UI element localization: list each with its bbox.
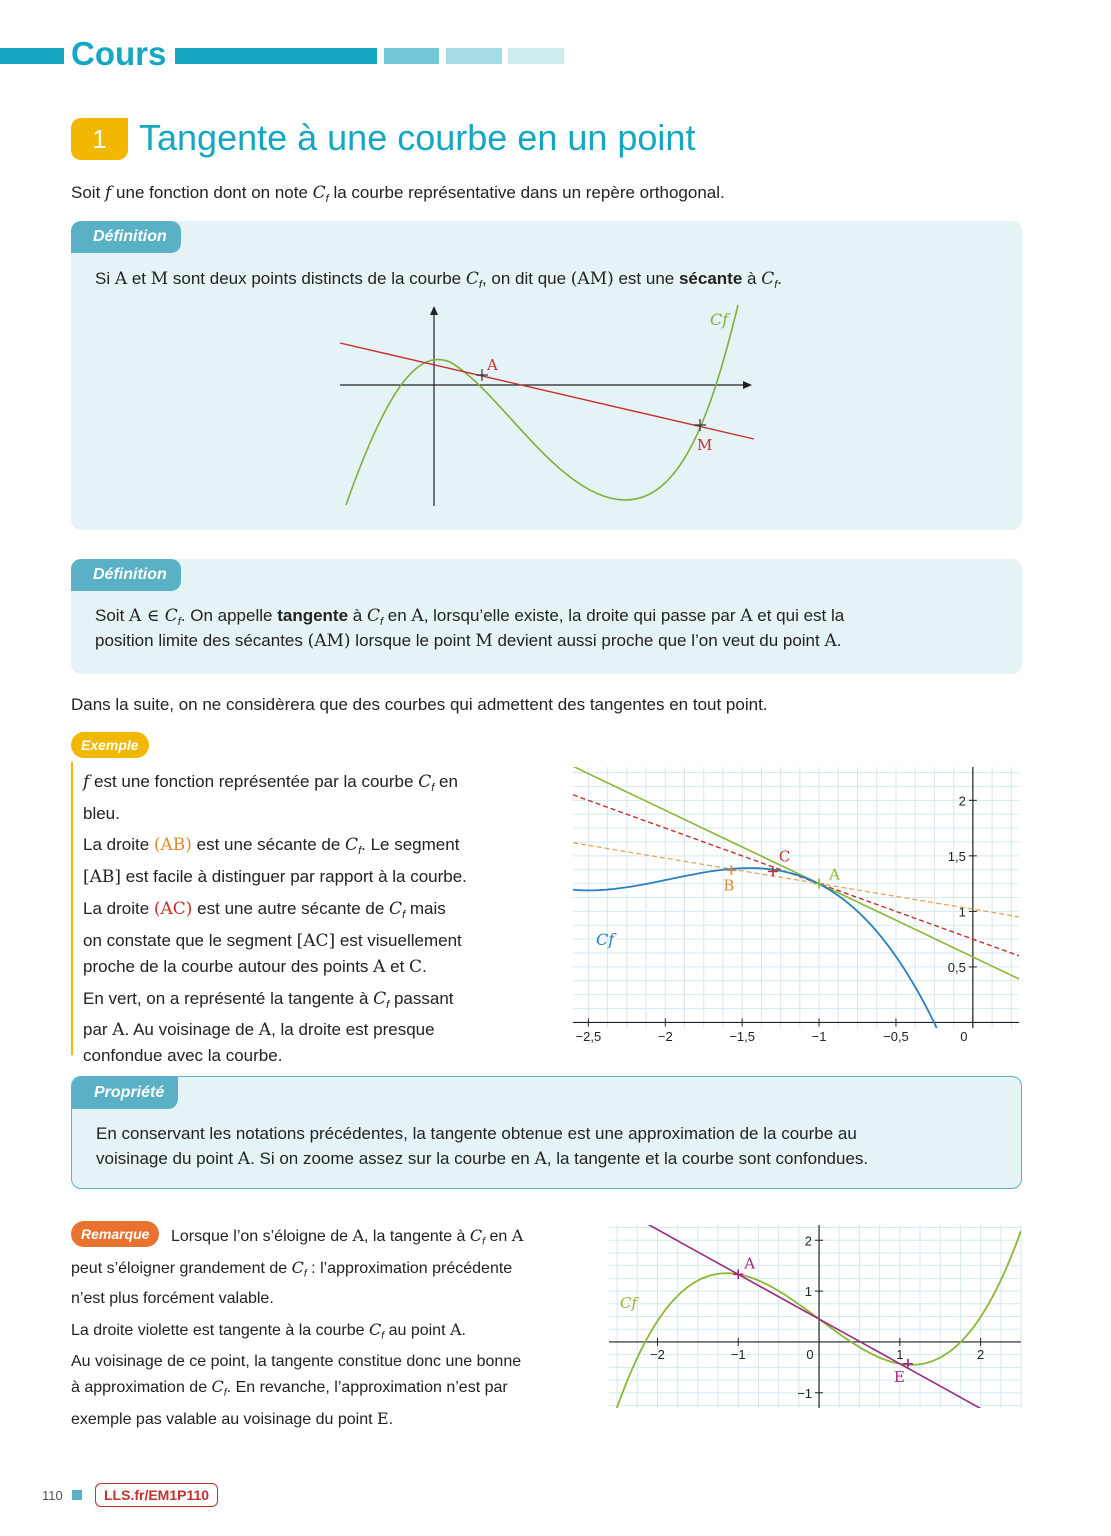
chart2-y-tick-label: −1: [797, 1385, 813, 1401]
secant-point-m-mark: [694, 419, 706, 431]
chart1-y-tick-label: 2: [958, 793, 966, 809]
chart2-point-a: [733, 1269, 743, 1279]
chart1-tangent: [573, 766, 1019, 979]
chart1-x-tick-label: −2,5: [575, 1029, 602, 1044]
chart2-label-a: A: [744, 1254, 756, 1273]
header-bar-left: [0, 48, 64, 64]
definition-1-tag: Définition: [71, 221, 181, 253]
chart1-y-tick-label: 1,5: [947, 848, 966, 864]
chart2-x-tick-label: −1: [730, 1346, 746, 1362]
transition-text: Dans la suite, on ne considèrera que des courbes qui admettent des tangentes en tout point.: [71, 695, 768, 714]
chart2-x-tick-label: −2: [650, 1346, 665, 1362]
header-section-label: Cours: [71, 35, 167, 72]
header-bar-4: [508, 48, 564, 64]
section-title: Tangente à une courbe en un point: [139, 117, 696, 158]
footer-square: [72, 1490, 82, 1500]
remark-tag: Remarque: [71, 1221, 159, 1247]
page-number: 110: [42, 1488, 63, 1503]
chart1-y-tick-label: 0,5: [947, 959, 966, 975]
secant-curve: [346, 305, 738, 505]
chart1-point-a: [814, 879, 824, 889]
chart1-curve-cf: [573, 865, 1019, 1048]
footer-link[interactable]: LLS.fr/EM1P110: [95, 1483, 218, 1507]
chart1-y-tick-label: 1: [958, 904, 966, 920]
property-line-1: En conservant les notations précédentes, la tangente obtenue est une approximation de la courbe au: [96, 1124, 857, 1143]
chart1-label-b: B: [723, 876, 735, 895]
chart2-curve-label: Cf: [620, 1294, 638, 1312]
intro-paragraph: Soit f une fonction dont on note $C_f$ la courbe représentative dans un repère orthogonal.: [71, 183, 725, 205]
chart2-x-tick-label: 0: [806, 1346, 814, 1362]
remark-chart: [606, 1222, 1024, 1412]
example-tag: Exemple: [71, 732, 149, 758]
property-line-2: voisinage du point A. Si on zoome assez sur la courbe en A, la tangente et la courbe sont confondues.: [96, 1149, 869, 1169]
chart2-y-tick-label: 1: [804, 1284, 813, 1300]
secant-figure: [330, 300, 770, 515]
chart1-x-tick-label: 0: [960, 1029, 968, 1044]
chart1-curve-label: Cf: [596, 930, 615, 949]
chart1-x-tick-label: −2: [657, 1029, 673, 1044]
secant-y-arrow: [430, 306, 438, 315]
property-tag: Propriété: [72, 1077, 178, 1109]
remark-text: Lorsque l’on s’éloigne de A, la tangente à $C_f$ en A peut s’éloigner grandement de $C_f$ : l’approximation précédente n’est plus forcément valable. La droite violette est tangente à la courbe $C_f$ au point A. Au voisinage de ce point, la tangente constitue donc une bonne à approximation de $C_f$. En revanche, l’approximation n’est par exemple pas valable au voisinage du point E.: [71, 1226, 524, 1428]
chart2-curve-cf: [609, 1231, 1021, 1412]
chart1-label-c: C: [778, 847, 791, 866]
chart2-label-e: E: [893, 1367, 905, 1386]
header-bar-2: [384, 48, 439, 64]
chart1-label-a: A: [829, 865, 840, 884]
definition-2-tag: Définition: [71, 559, 181, 591]
secant-x-arrow: [743, 381, 752, 389]
definition-2-line-2: position limite des sécantes (AM) lorsque le point M devient aussi proche que l’on veut du point A.: [95, 631, 842, 651]
definition-1-text: Si A et M sont deux points distincts de la courbe $C_f$, on dit que (AM) est une sécante à $C_f$.: [95, 269, 783, 291]
definition-2-line-1: Soit A ∈ $C_f$. On appelle tangente à $C_f$ en A, lorsqu’elle existe, la droite qui passe par A et qui est la: [95, 606, 845, 628]
chart1-point-b: [726, 865, 736, 875]
section-number-badge: [71, 118, 128, 160]
example-left-rule: [71, 762, 73, 1055]
chart1-x-tick-label: −1: [811, 1029, 827, 1044]
secant-label-m: M: [697, 436, 713, 454]
chart2-y-tick-label: 2: [804, 1233, 813, 1249]
secant-line: [340, 343, 754, 439]
chart1-x-tick-label: −1,5: [729, 1029, 756, 1044]
section-number: 1: [92, 124, 107, 154]
chart1-x-tick-label: −0,5: [883, 1029, 909, 1044]
secant-label-a: A: [487, 356, 498, 374]
chart2-x-tick-label: 2: [976, 1346, 985, 1362]
header-bar-3: [446, 48, 502, 64]
example-chart: [570, 764, 1022, 1048]
chart1-plot-area: [573, 766, 1019, 1048]
secant-label-cf: Cf: [710, 310, 729, 329]
chart2-x-tick-label: 1: [896, 1346, 904, 1362]
header-bar-main: [175, 48, 377, 64]
example-text: f est une fonction représentée par la courbe $C_f$ en bleu. La droite (AB) est une sécante de $C_f$. Le segment [AB] est facile à distinguer par rapport à la courbe. La droite (AC) est une autre sécante de $C_f$ mais on constate que le segment [AC] est visuellement proche de la courbe autour des points A et C. En vert, on a représenté la tangente à $C_f$ passant par A. Au voisinage de A, la droite est presque confondue avec la courbe.: [83, 772, 467, 1066]
